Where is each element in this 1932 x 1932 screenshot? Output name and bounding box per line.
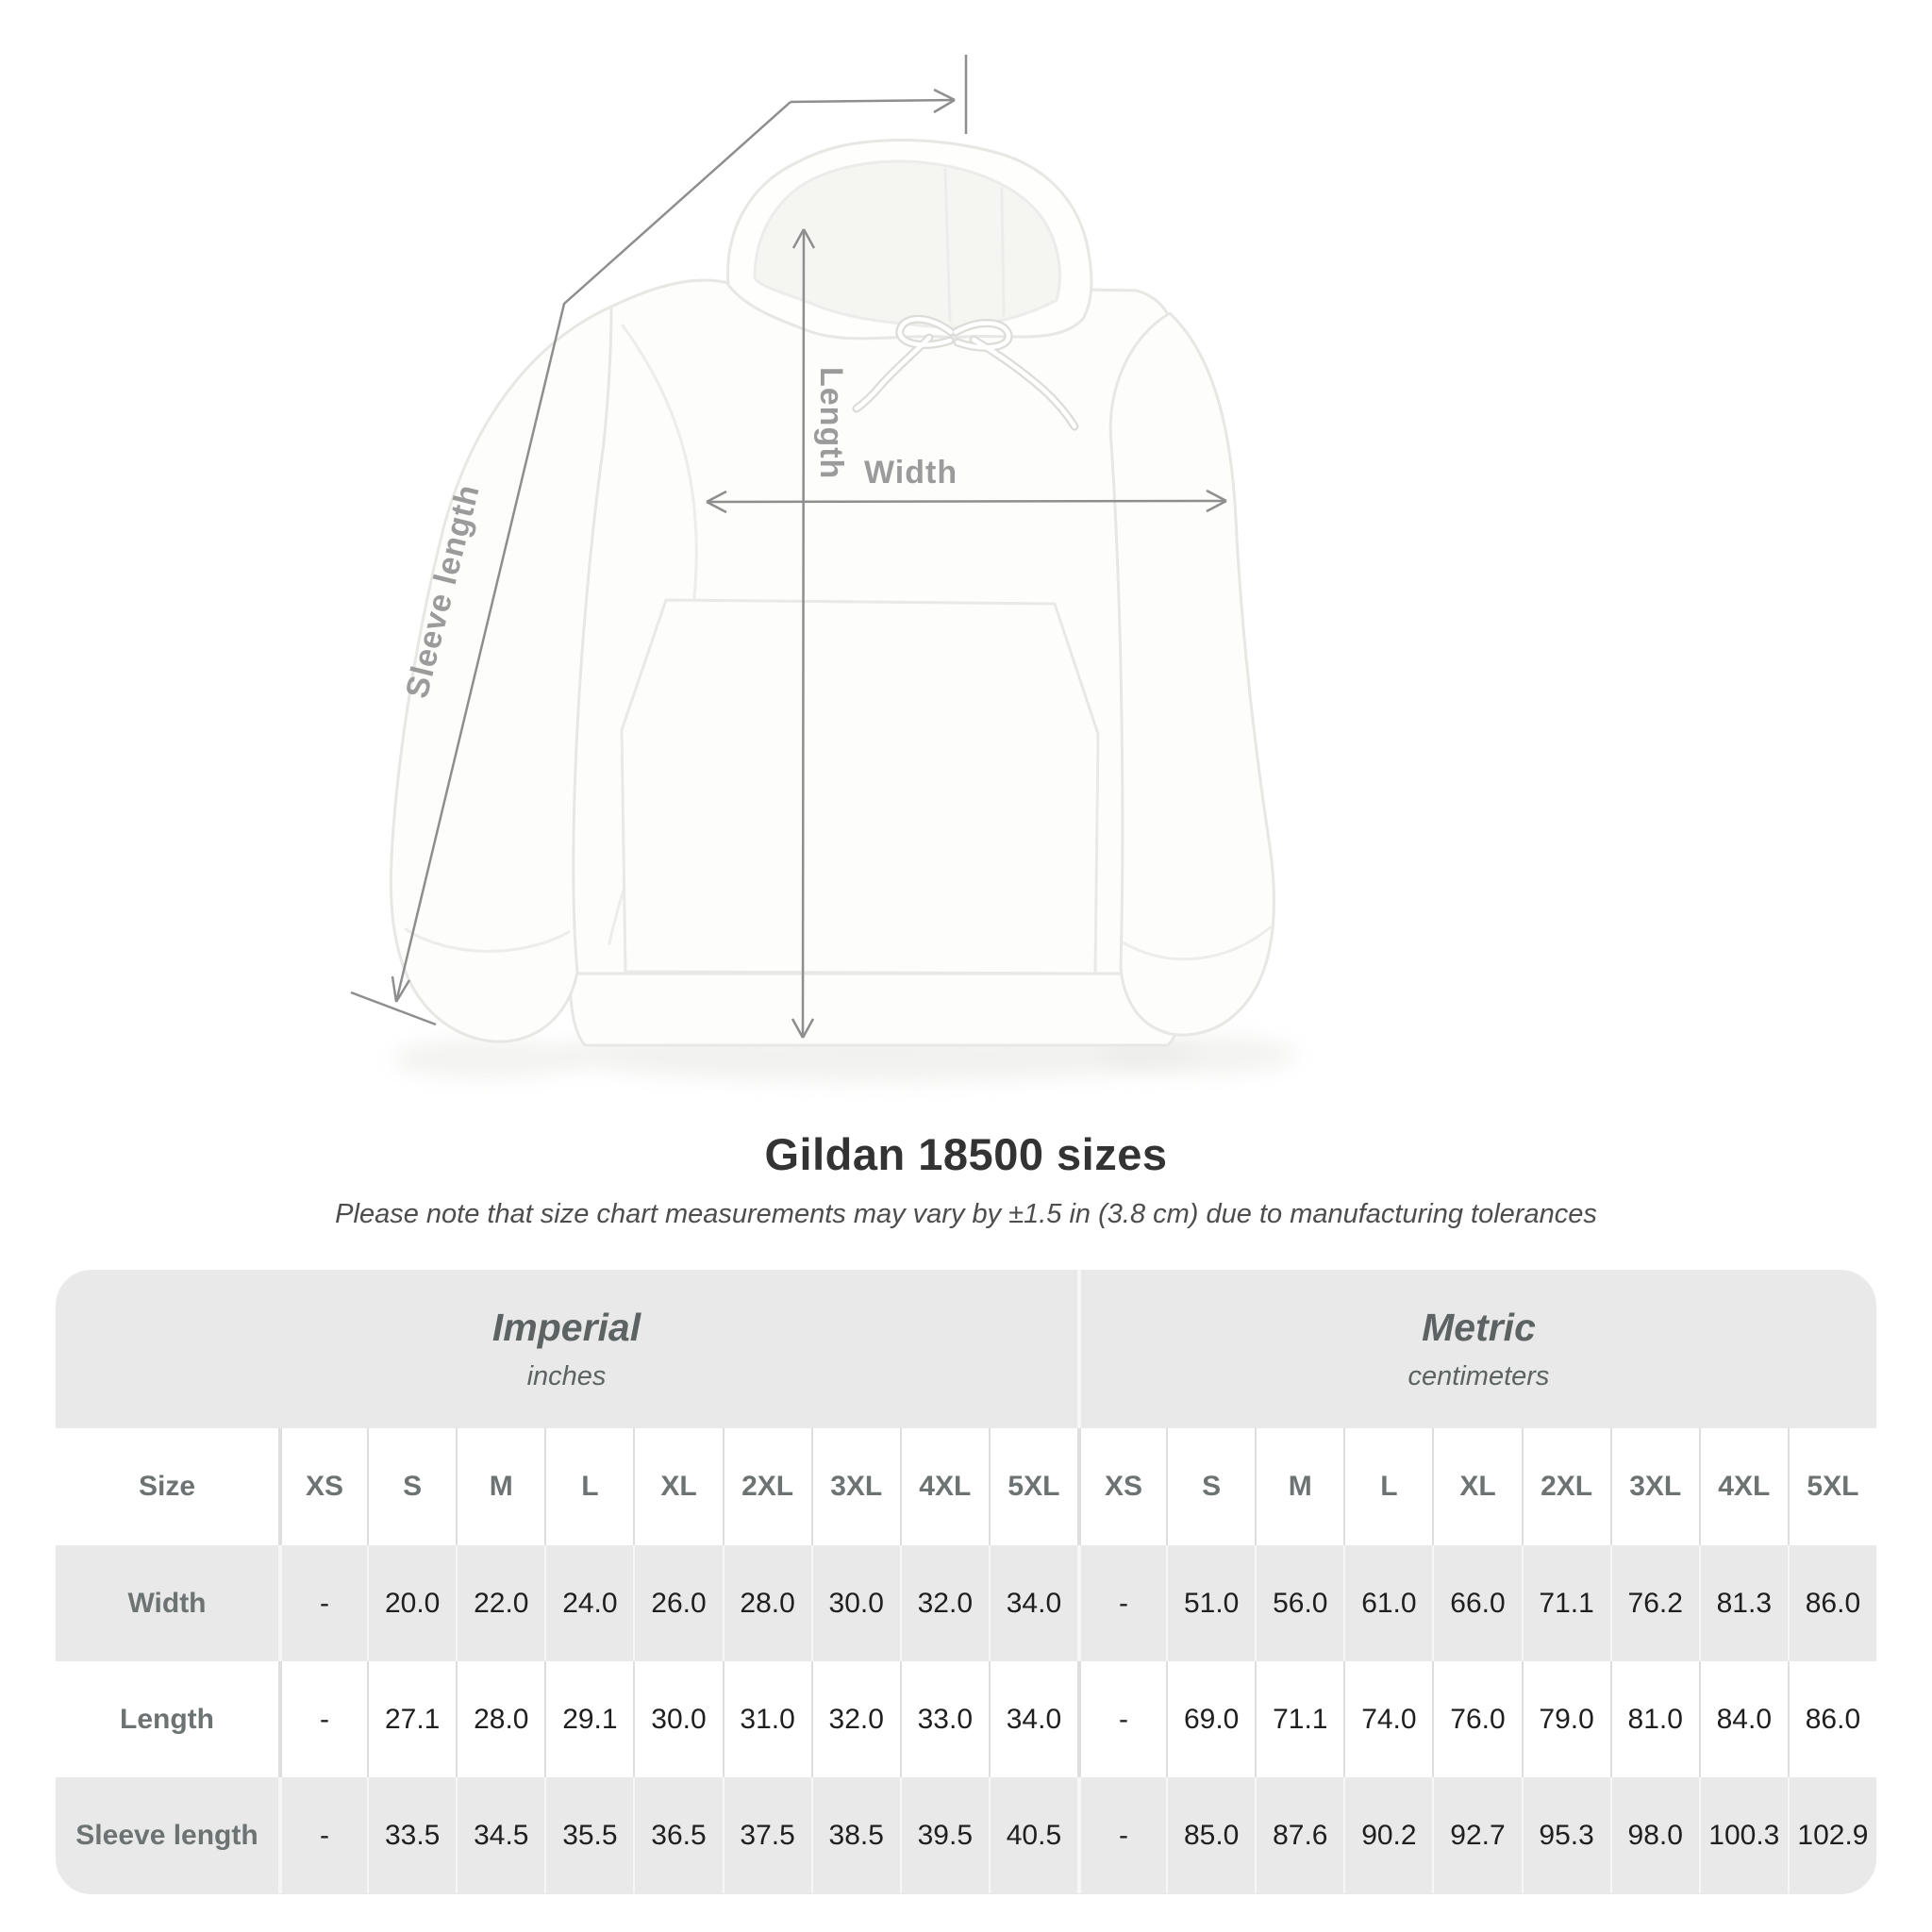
value-width-metric-2xl: 71.1 bbox=[1522, 1545, 1610, 1661]
size-header-imperial-s: S bbox=[367, 1428, 456, 1545]
value-width-imperial-3xl: 30.0 bbox=[811, 1545, 900, 1661]
hoodie-pocket bbox=[622, 600, 1098, 974]
size-header-imperial-xl: XL bbox=[633, 1428, 722, 1545]
value-width-imperial-s: 20.0 bbox=[367, 1545, 456, 1661]
row-label-sleeve-length: Sleeve length bbox=[56, 1777, 278, 1893]
value-sleeve-length-metric-4xl: 100.3 bbox=[1699, 1777, 1788, 1893]
value-width-imperial-l: 24.0 bbox=[544, 1545, 633, 1661]
value-width-imperial-xl: 26.0 bbox=[633, 1545, 722, 1661]
sleeve-length-label: Sleeve length bbox=[398, 480, 487, 702]
size-header-metric-xs: XS bbox=[1077, 1428, 1166, 1545]
size-header-imperial-3xl: 3XL bbox=[811, 1428, 900, 1545]
size-header-metric-xl: XL bbox=[1432, 1428, 1521, 1545]
imperial-section-header bbox=[56, 1270, 1077, 1428]
metric-label: Metric bbox=[1422, 1306, 1536, 1349]
value-width-metric-s: 51.0 bbox=[1166, 1545, 1255, 1661]
value-sleeve-length-metric-l: 90.2 bbox=[1343, 1777, 1432, 1893]
size-header-imperial-4xl: 4XL bbox=[900, 1428, 989, 1545]
value-width-imperial-4xl: 32.0 bbox=[900, 1545, 989, 1661]
row-label-length: Length bbox=[56, 1661, 278, 1777]
value-length-imperial-xl: 30.0 bbox=[633, 1661, 722, 1777]
value-width-metric-5xl: 86.0 bbox=[1788, 1545, 1876, 1661]
value-sleeve-length-imperial-l: 35.5 bbox=[544, 1777, 633, 1893]
size-header-imperial-5xl: 5XL bbox=[989, 1428, 1077, 1545]
value-length-metric-s: 69.0 bbox=[1166, 1661, 1255, 1777]
hoodie-illustration bbox=[391, 141, 1274, 1045]
units-header-row bbox=[56, 1270, 1876, 1428]
value-width-imperial-2xl: 28.0 bbox=[723, 1545, 811, 1661]
size-header-imperial-m: M bbox=[456, 1428, 544, 1545]
metric-unit-label: centimeters bbox=[1407, 1361, 1550, 1391]
value-sleeve-length-metric-m: 87.6 bbox=[1255, 1777, 1343, 1893]
value-sleeve-length-metric-xs: - bbox=[1077, 1777, 1166, 1893]
value-sleeve-length-metric-xl: 92.7 bbox=[1432, 1777, 1521, 1893]
value-length-metric-m: 71.1 bbox=[1255, 1661, 1343, 1777]
row-label-width: Width bbox=[56, 1545, 278, 1661]
value-width-imperial-m: 22.0 bbox=[456, 1545, 544, 1661]
imperial-label: Imperial bbox=[491, 1306, 641, 1349]
imperial-unit-label: inches bbox=[526, 1361, 607, 1391]
value-length-imperial-s: 27.1 bbox=[367, 1661, 456, 1777]
size-header-metric-4xl: 4XL bbox=[1699, 1428, 1788, 1545]
hoodie-hem bbox=[570, 974, 1180, 1045]
value-width-imperial-5xl: 34.0 bbox=[989, 1545, 1077, 1661]
size-header-metric-l: L bbox=[1343, 1428, 1432, 1545]
metric-section-header bbox=[1077, 1270, 1876, 1428]
length-label: Length bbox=[813, 367, 849, 480]
value-sleeve-length-imperial-2xl: 37.5 bbox=[723, 1777, 811, 1893]
value-length-imperial-4xl: 33.0 bbox=[900, 1661, 989, 1777]
size-chart-panel bbox=[56, 1270, 1876, 1894]
value-length-imperial-l: 29.1 bbox=[544, 1661, 633, 1777]
value-length-imperial-2xl: 31.0 bbox=[723, 1661, 811, 1777]
size-table bbox=[56, 1428, 1876, 1893]
heading-block bbox=[0, 1128, 1932, 1230]
value-width-metric-xs: - bbox=[1077, 1545, 1166, 1661]
hoodie-right-sleeve bbox=[1110, 313, 1274, 1035]
value-width-metric-3xl: 76.2 bbox=[1610, 1545, 1699, 1661]
value-length-metric-xs: - bbox=[1077, 1661, 1166, 1777]
size-header-metric-3xl: 3XL bbox=[1610, 1428, 1699, 1545]
value-sleeve-length-imperial-3xl: 38.5 bbox=[811, 1777, 900, 1893]
size-header-metric-5xl: 5XL bbox=[1788, 1428, 1876, 1545]
page-title: Gildan 18500 sizes bbox=[764, 1129, 1168, 1179]
value-length-imperial-xs: - bbox=[278, 1661, 367, 1777]
value-length-metric-3xl: 81.0 bbox=[1610, 1661, 1699, 1777]
size-header-imperial-xs: XS bbox=[278, 1428, 367, 1545]
value-width-metric-xl: 66.0 bbox=[1432, 1545, 1521, 1661]
value-width-imperial-xs: - bbox=[278, 1545, 367, 1661]
size-column-header: Size bbox=[56, 1428, 278, 1545]
value-length-metric-l: 74.0 bbox=[1343, 1661, 1432, 1777]
size-header-imperial-l: L bbox=[544, 1428, 633, 1545]
tolerance-note: Please note that size chart measurements may vary by ±1.5 in (3.8 cm) due to manufacturing tolerances bbox=[335, 1199, 1597, 1229]
width-label: Width bbox=[864, 455, 958, 491]
value-sleeve-length-metric-2xl: 95.3 bbox=[1522, 1777, 1610, 1893]
value-sleeve-length-imperial-xl: 36.5 bbox=[633, 1777, 722, 1893]
value-sleeve-length-metric-s: 85.0 bbox=[1166, 1777, 1255, 1893]
size-header-metric-s: S bbox=[1166, 1428, 1255, 1545]
value-length-metric-2xl: 79.0 bbox=[1522, 1661, 1610, 1777]
value-sleeve-length-imperial-s: 33.5 bbox=[367, 1777, 456, 1893]
value-length-imperial-m: 28.0 bbox=[456, 1661, 544, 1777]
value-sleeve-length-metric-5xl: 102.9 bbox=[1788, 1777, 1876, 1893]
value-sleeve-length-metric-3xl: 98.0 bbox=[1610, 1777, 1699, 1893]
value-sleeve-length-imperial-5xl: 40.5 bbox=[989, 1777, 1077, 1893]
value-length-metric-5xl: 86.0 bbox=[1788, 1661, 1876, 1777]
size-header-imperial-2xl: 2XL bbox=[723, 1428, 811, 1545]
value-length-metric-4xl: 84.0 bbox=[1699, 1661, 1788, 1777]
value-width-metric-m: 56.0 bbox=[1255, 1545, 1343, 1661]
value-sleeve-length-imperial-m: 34.5 bbox=[456, 1777, 544, 1893]
value-length-imperial-3xl: 32.0 bbox=[811, 1661, 900, 1777]
size-header-metric-m: M bbox=[1255, 1428, 1343, 1545]
value-width-metric-l: 61.0 bbox=[1343, 1545, 1432, 1661]
value-length-imperial-5xl: 34.0 bbox=[989, 1661, 1077, 1777]
value-sleeve-length-imperial-xs: - bbox=[278, 1777, 367, 1893]
value-length-metric-xl: 76.0 bbox=[1432, 1661, 1521, 1777]
value-sleeve-length-imperial-4xl: 39.5 bbox=[900, 1777, 989, 1893]
size-header-metric-2xl: 2XL bbox=[1522, 1428, 1610, 1545]
value-width-metric-4xl: 81.3 bbox=[1699, 1545, 1788, 1661]
